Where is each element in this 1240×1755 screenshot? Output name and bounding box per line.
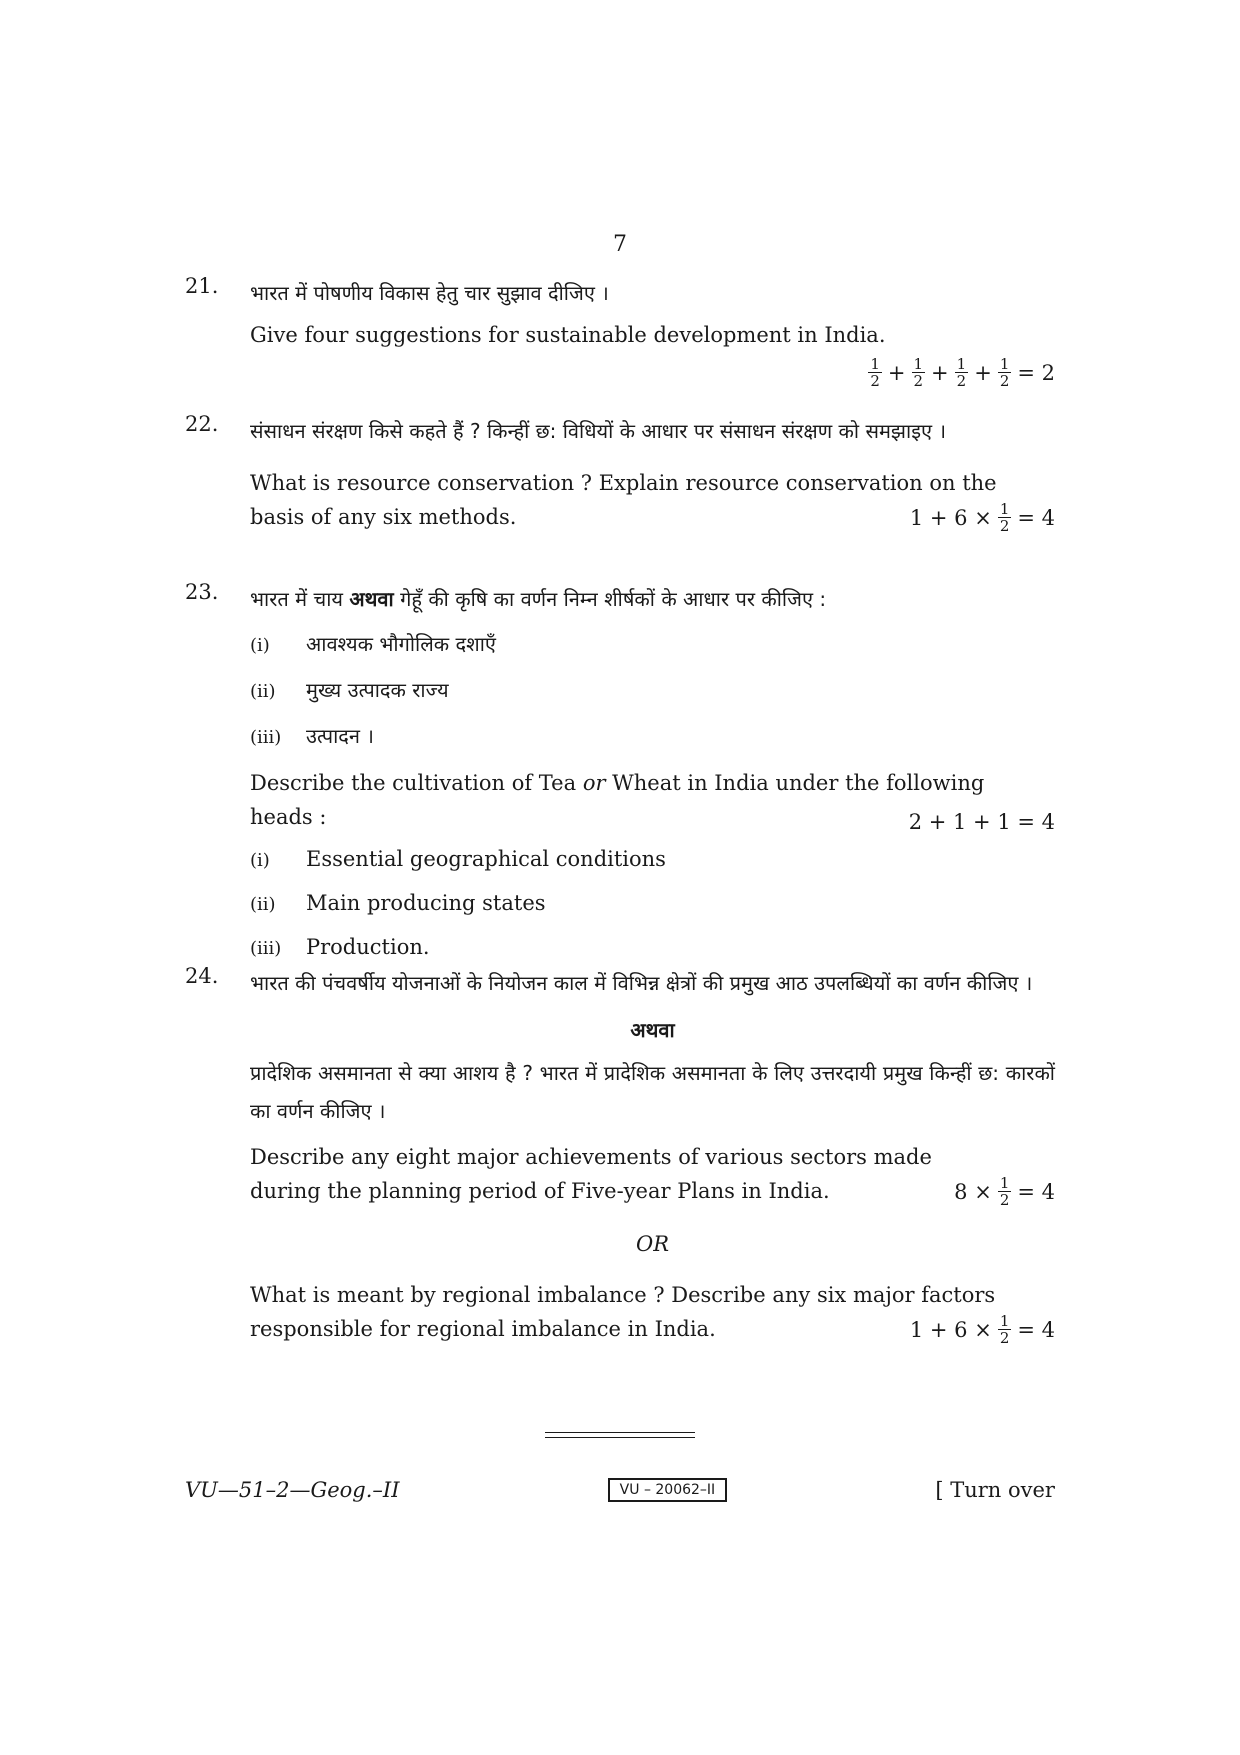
end-of-questions-rule: [545, 1432, 695, 1438]
question-number: 24.: [185, 964, 219, 988]
list-item: (iii) उत्पादन ।: [250, 724, 374, 748]
question-21: [185, 274, 1055, 389]
page-footer: [185, 1478, 1055, 1502]
fraction-half: $\frac{1}{2}$: [956, 355, 967, 390]
or-separator-english: OR: [635, 1232, 670, 1256]
question-english-part-b-line-2: responsible for regional imbalance in India.: [250, 1317, 716, 1341]
question-number: 23.: [185, 580, 219, 604]
turn-over-note: [ Turn over: [935, 1478, 1055, 1502]
question-number: 22.: [185, 412, 219, 436]
hindi-subpoints-list: [250, 622, 1055, 760]
question-english-line-1: Describe the cultivation of Tea or Wheat in India under the following: [250, 771, 985, 795]
fraction-half: $\frac{1}{2}$: [999, 1312, 1010, 1347]
question-english-line-2: basis of any six methods.: [250, 505, 517, 529]
list-item: (ii) Main producing states: [250, 891, 546, 915]
fraction-half: $\frac{1}{2}$: [913, 355, 924, 390]
list-item: (iii) Production.: [250, 935, 430, 959]
marks-allocation: 1 + 6 × $\frac{1}{2}$ = 4: [909, 1312, 1055, 1347]
or-separator-hindi: अथवा: [630, 1018, 675, 1042]
question-english-line-1: What is resource conservation ? Explain resource conservation on the: [250, 471, 997, 495]
fraction-half: $\frac{1}{2}$: [999, 1174, 1010, 1209]
question-hindi-part-b: प्रादेशिक असमानता से क्या आशय है ? भारत में प्रादेशिक असमानता के लिए उत्तरदायी प्रमुख किन्हीं छ: कारकों का वर्णन कीजिए ।: [250, 1061, 1055, 1123]
plus-sign: +: [974, 360, 992, 385]
question-hindi-part-a: भारत की पंचवर्षीय योजनाओं के नियोजन काल में विभिन्न क्षेत्रों की प्रमुख आठ उपलब्धियों का वर्णन कीजिए ।: [250, 971, 1033, 995]
question-english-text: Give four suggestions for sustainable development in India.: [250, 323, 886, 347]
boxed-code: VU – 20062–II: [608, 1478, 728, 1502]
list-item: (i) Essential geographical conditions: [250, 847, 666, 871]
question-english-line-2: heads :: [250, 805, 327, 829]
fraction-half: $\frac{1}{2}$: [999, 500, 1010, 535]
question-22: [185, 412, 1055, 534]
marks-allocation: 8 × $\frac{1}{2}$ = 4: [954, 1174, 1055, 1209]
list-item: (ii) मुख्य उत्पादक राज्य: [250, 678, 449, 702]
or-emphasis-hindi: अथवा: [349, 587, 394, 611]
paper-code: VU—51–2—Geog.–II: [185, 1478, 400, 1502]
english-subpoints-list: [250, 838, 1055, 970]
marks-allocation: [868, 356, 1055, 389]
question-hindi-text: भारत में पोषणीय विकास हेतु चार सुझाव दीजिए ।: [250, 281, 609, 305]
plus-sign: +: [931, 360, 949, 385]
question-hindi-text: संसाधन संरक्षण किसे कहते हैं ? किन्हीं छ: विधियों के आधार पर संसाधन संरक्षण को समझाइए ।: [250, 419, 947, 443]
plus-sign: +: [887, 360, 906, 385]
fraction-half: $\frac{1}{2}$: [999, 355, 1010, 390]
question-english-part-b-line-1: What is meant by regional imbalance ? Describe any six major factors: [250, 1283, 996, 1307]
fraction-half: $\frac{1}{2}$: [870, 355, 880, 390]
question-english-part-a-line-2: during the planning period of Five-year Plans in India.: [250, 1179, 830, 1203]
question-23: [185, 580, 1055, 976]
question-english-part-a-line-1: Describe any eight major achievements of various sectors made: [250, 1145, 932, 1169]
marks-allocation: 2 + 1 + 1 = 4: [908, 810, 1055, 834]
question-24: [185, 964, 1055, 1346]
marks-total: = 2: [1017, 360, 1055, 385]
list-item: (i) आवश्यक भौगोलिक दशाएँ: [250, 632, 496, 656]
page-number: 7: [613, 232, 627, 257]
marks-allocation: 1 + 6 × $\frac{1}{2}$ = 4: [909, 500, 1055, 535]
question-number: 21.: [185, 274, 219, 298]
question-hindi-text: भारत में चाय अथवा गेहूँ की कृषि का वर्णन निम्न शीर्षकों के आधार पर कीजिए :: [250, 587, 827, 611]
